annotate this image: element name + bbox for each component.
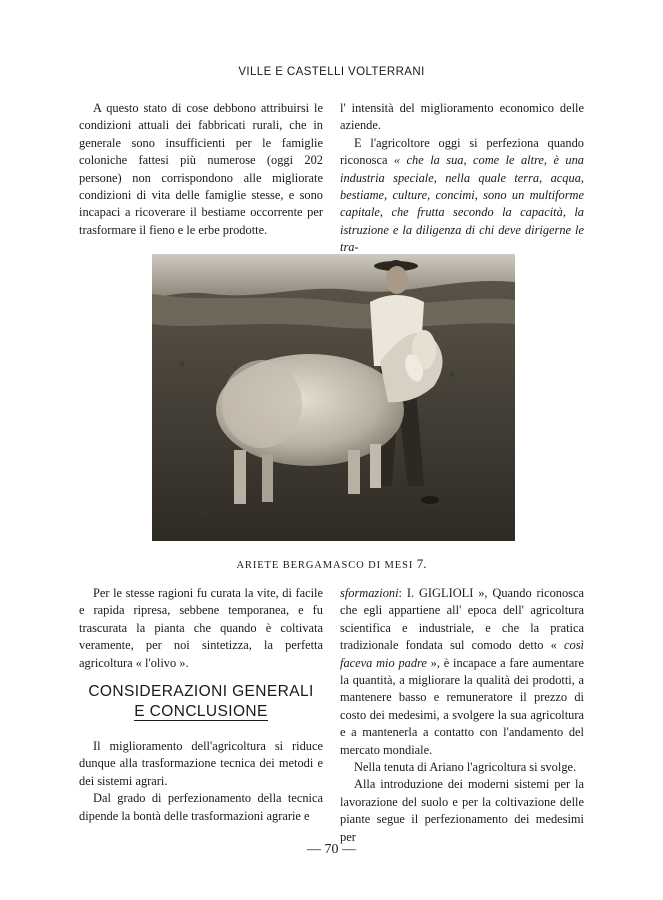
column-top-right xyxy=(340,100,584,257)
photo-illustration xyxy=(152,254,515,541)
paragraph: Il miglioramento dell'agricoltura si riduce dunque alla trasformazione tecnica dei metodi e dei sistemi agrari. xyxy=(79,739,323,788)
paragraph: A questo stato di cose debbono attribuirsi le condizioni attuali dei fabbricati rurali, che in generale sono insufficienti per le famiglie coloniche fattesi più numerose (oggi 202 persone) non corrispondono alle migliorate condizioni di vita delle famiglie stesse, e sono incapaci a ricoverare il bestiame occorrente per trasformare il fieno e le erbe prodotte. xyxy=(79,101,323,237)
paragraph: Nella tenuta di Ariano l'agricoltura si svolge. xyxy=(354,760,577,775)
section-heading-line1: CONSIDERAZIONI GENERALI xyxy=(88,683,314,701)
italic-text-run: sformazioni xyxy=(340,586,399,600)
page-number: — 70 — xyxy=(307,842,356,857)
text-run: », è incapace a fare aumentare la quantità, a migliorare la qualità dei prodotti, a mantenere basso e remuneratore il prezzo di costo dei medesimi, a svolgere la sua agricoltura e a mantenerla a contatto con l'andamento del mercato mondiale. xyxy=(340,655,584,757)
caption-number: 7. xyxy=(416,556,427,571)
paragraph xyxy=(340,585,584,759)
section-heading-line2 xyxy=(79,702,323,722)
text-run: E l'agricoltore oggi si perfeziona quando riconosca xyxy=(340,135,584,168)
paragraph: Dal grado di perfezionamento della tecnica dipende la bontà delle trasformazioni agrarie e xyxy=(79,791,323,823)
ram-photograph xyxy=(152,254,515,541)
paragraph: Alla introduzione dei moderni sistemi per la lavorazione del suolo e per la coltivazione delle piante segue il perfezionamento dei medesimi per xyxy=(340,777,584,844)
column-top-left xyxy=(79,100,323,239)
italic-text-run: così faceva mio padre xyxy=(340,638,584,670)
running-title: VILLE E CASTELLI VOLTERRANI xyxy=(238,66,425,78)
italic-text-run: « che la sua, come le altre, è una industria speciale, nella quale terra, acqua, bestiame, culture, concimi, sono un multiforme capitale, che frutta secondo la capacità, la istruzione e la diligenza di chi deve dirigerne le tra- xyxy=(340,153,584,255)
text-run: : I. GIGLIOLI », Quando riconosca che egli appartiene all' epoca dell' agricoltura scientifica e industriale, e che la pratica tradizionale fondata sul comodo detto « xyxy=(340,586,584,653)
caption-text: ARIETE BERGAMASCO DI MESI xyxy=(236,560,414,571)
column-bottom-left xyxy=(79,585,323,825)
column-bottom-right xyxy=(340,585,584,846)
paragraph xyxy=(340,135,584,257)
heading-text: E CONCLUSIONE xyxy=(134,703,268,721)
paragraph: l' intensità del miglioramento economico delle aziende. xyxy=(340,101,584,133)
figure-caption xyxy=(0,556,663,572)
paragraph: Per le stesse ragioni fu curata la vite, di facile e rapida ripresa, sebbene temporanea, e fu trascurata la pianta che quando è coltivata veramente, per noi sintetizza, la perfetta agricoltura « l'olivo ». xyxy=(79,586,323,670)
